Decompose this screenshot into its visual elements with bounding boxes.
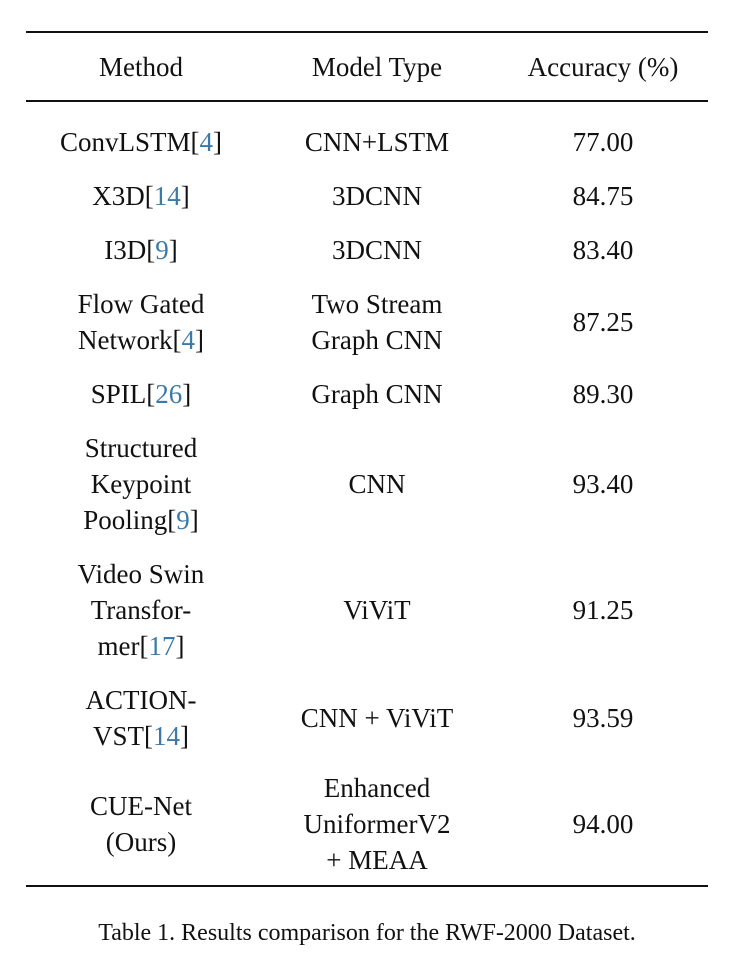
model-type	[301, 700, 454, 736]
method-cell	[26, 547, 256, 673]
method-name	[90, 788, 192, 860]
method-cell	[26, 763, 256, 886]
method-cell	[26, 169, 256, 223]
model-type-line: + MEAA	[326, 845, 428, 875]
method-line	[83, 430, 199, 466]
method-text: Network	[78, 325, 173, 355]
method-line: mer[17]	[97, 631, 185, 661]
table-body	[26, 101, 708, 886]
model-type-cell	[256, 277, 498, 367]
model-type-line: Graph CNN	[311, 379, 443, 409]
model-type	[311, 286, 442, 358]
method-cell	[26, 223, 256, 277]
method-text: (Ours)	[105, 827, 177, 857]
method-name	[86, 682, 197, 754]
method-text: ACTION-	[85, 685, 197, 715]
method-text: Video Swin	[77, 559, 205, 589]
model-type-line: CNN+LSTM	[304, 127, 450, 157]
citation-link[interactable]: 26	[155, 379, 183, 409]
model-type-line: 3DCNN	[331, 181, 422, 211]
accuracy-cell: 91.25	[572, 595, 634, 625]
accuracy-cell: 89.30	[572, 379, 634, 409]
model-type-cell	[256, 673, 498, 763]
method-line: I3D[9]	[104, 235, 178, 265]
model-type	[311, 376, 442, 412]
table-row	[26, 421, 708, 547]
header-method: Method	[99, 51, 183, 82]
method-line: X3D[14]	[92, 181, 190, 211]
model-type-cell	[256, 223, 498, 277]
method-name	[91, 376, 192, 412]
method-cell	[26, 367, 256, 421]
method-name	[60, 124, 222, 160]
accuracy-cell: 93.59	[572, 703, 634, 733]
method-line: VST[14]	[92, 721, 189, 751]
method-text: Keypoint	[90, 469, 192, 499]
method-text: Transfor-	[90, 595, 192, 625]
method-text: Pooling	[83, 505, 168, 535]
method-name	[83, 430, 199, 538]
model-type	[332, 232, 422, 268]
table-row	[26, 673, 708, 763]
method-text: ConvLSTM	[59, 127, 191, 157]
results-table	[26, 31, 708, 887]
method-line	[78, 592, 205, 628]
method-text: SPIL	[90, 379, 147, 409]
model-type-cell	[256, 169, 498, 223]
table-caption: Table 1. Results comparison for the RWF-2000 Dataset.	[98, 920, 636, 946]
method-line: ConvLSTM[4]	[59, 127, 223, 157]
model-type-line: 3DCNN	[331, 235, 422, 265]
model-type	[332, 178, 422, 214]
citation-link[interactable]: 4	[199, 127, 214, 157]
method-text: X3D	[92, 181, 145, 211]
accuracy-cell: 77.00	[572, 127, 634, 157]
model-type	[348, 466, 405, 502]
header-accuracy: Accuracy (%)	[527, 51, 679, 82]
citation-link[interactable]: 9	[176, 505, 190, 535]
method-line	[78, 556, 205, 592]
method-text: CUE-Net	[90, 791, 192, 821]
model-type-line: Two Stream	[311, 289, 443, 319]
table-row	[26, 547, 708, 673]
model-type-line: UniformerV2	[303, 809, 451, 839]
method-cell	[26, 673, 256, 763]
table-row	[26, 367, 708, 421]
method-text: Structured	[84, 433, 198, 463]
table-row	[26, 277, 708, 367]
model-type-line: Graph CNN	[311, 325, 443, 355]
model-type-line: Enhanced	[323, 773, 431, 803]
citation-link[interactable]: 17	[148, 631, 176, 661]
method-line: Pooling[9]	[83, 505, 199, 535]
method-text: I3D	[104, 235, 147, 265]
method-cell	[26, 101, 256, 169]
citation-link[interactable]: 14	[153, 181, 181, 211]
model-type-cell	[256, 367, 498, 421]
model-type-line: CNN + ViViT	[300, 703, 454, 733]
method-cell	[26, 277, 256, 367]
model-type-cell	[256, 421, 498, 547]
accuracy-cell: 93.40	[572, 469, 634, 499]
table-row	[26, 169, 708, 223]
table-row	[26, 763, 708, 886]
method-name	[78, 286, 205, 358]
method-line	[90, 824, 192, 860]
model-type-line: ViViT	[343, 595, 411, 625]
method-text: mer	[97, 631, 140, 661]
table-row	[26, 101, 708, 169]
method-name	[78, 556, 205, 664]
method-line	[83, 466, 199, 502]
method-name	[104, 232, 178, 268]
method-line: Network[4]	[78, 325, 204, 355]
citation-link[interactable]: 4	[181, 325, 195, 355]
citation-link[interactable]: 14	[153, 721, 180, 751]
model-type	[343, 592, 410, 628]
method-line: SPIL[26]	[90, 379, 192, 409]
method-text: Flow Gated	[77, 289, 205, 319]
method-cell	[26, 421, 256, 547]
method-line	[90, 788, 192, 824]
table-row	[26, 223, 708, 277]
accuracy-cell: 83.40	[572, 235, 634, 265]
table-header	[26, 32, 708, 101]
method-name	[92, 178, 190, 214]
model-type-cell	[256, 101, 498, 169]
model-type-cell	[256, 547, 498, 673]
method-line	[78, 286, 205, 322]
header-model-type: Model Type	[311, 51, 443, 82]
accuracy-cell: 87.25	[572, 307, 634, 337]
model-type	[304, 770, 451, 878]
model-type-line: CNN	[348, 469, 406, 499]
method-line	[86, 682, 197, 718]
accuracy-cell: 84.75	[572, 181, 634, 211]
method-text: VST	[92, 721, 144, 751]
accuracy-cell: 94.00	[572, 809, 634, 839]
model-type-cell	[256, 763, 498, 886]
header-row	[26, 32, 708, 101]
citation-link[interactable]: 9	[155, 235, 169, 265]
model-type	[305, 124, 449, 160]
